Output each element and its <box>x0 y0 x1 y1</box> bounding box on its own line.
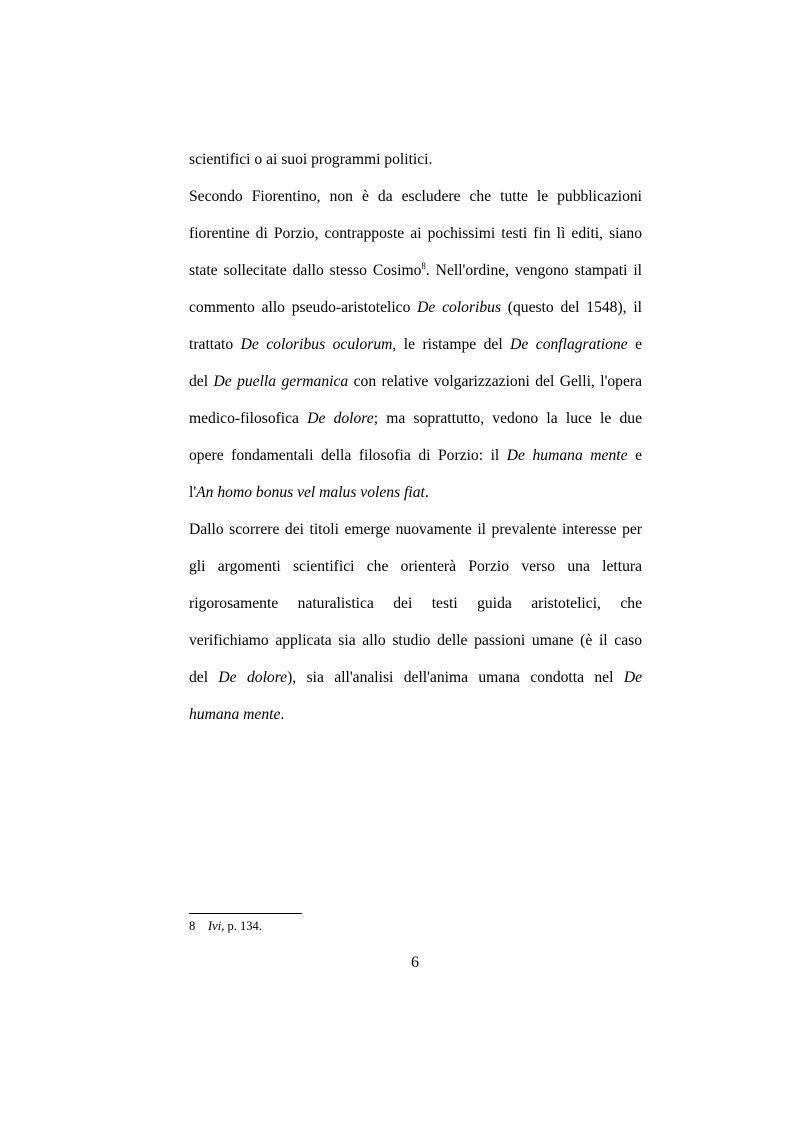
footnote-italic: Ivi <box>208 919 222 933</box>
text-run: (questo del 1548), il <box>501 299 642 316</box>
footnote-text: , p. 134. <box>221 919 262 933</box>
text-run: e <box>627 447 642 464</box>
text-line <box>189 224 642 244</box>
text-line <box>189 483 642 503</box>
italic-title: De conflagratione <box>510 336 628 353</box>
text-run: Secondo Fiorentino, non è da escludere che tutte le pubblicazioni <box>189 188 642 205</box>
text-line <box>189 520 642 540</box>
text-run: scientifici o ai suoi programmi politici. <box>189 151 433 168</box>
text-run: . <box>424 484 429 501</box>
footnote-reference: 8 <box>421 261 426 271</box>
italic-title: humana mente <box>189 706 281 723</box>
footnote <box>189 918 262 934</box>
italic-title: De dolore <box>307 410 374 427</box>
italic-title: De puella germanica <box>213 373 349 390</box>
italic-title: De coloribus <box>417 299 502 316</box>
footnote-number: 8 <box>189 919 196 933</box>
text-line <box>189 668 642 688</box>
page-number: 6 <box>411 954 419 971</box>
text-run: del <box>189 669 219 686</box>
text-run: state sollecitate dallo stesso Cosimo <box>189 262 422 279</box>
text-run: rigorosamente naturalistica dei testi guida aristotelici, che <box>189 595 642 612</box>
text-line <box>189 594 642 614</box>
text-run: l' <box>189 484 197 501</box>
text-line <box>189 150 642 170</box>
italic-title: De coloribus oculorum <box>240 336 393 353</box>
text-line <box>189 372 642 392</box>
text-line <box>189 705 642 725</box>
text-run: . Nell'ordine, vengono stampati il <box>425 262 642 279</box>
italic-title: De dolore <box>218 669 288 686</box>
text-run: , le ristampe del <box>392 336 511 353</box>
text-run: commento allo pseudo-aristotelico <box>189 299 418 316</box>
text-run: medico-filosofica <box>189 410 308 427</box>
text-run: opere fondamentali della filosofia di Porzio: il <box>189 447 507 464</box>
italic-title: De <box>623 669 642 686</box>
text-run: del <box>189 373 214 390</box>
text-run: con relative volgarizzazioni del Gelli, l'opera <box>348 373 643 390</box>
text-line <box>189 335 642 355</box>
text-run: fiorentine di Porzio, contrapposte ai pochissimi testi fin lì editi, siano <box>189 225 642 242</box>
text-run: ), sia all'analisi dell'anima umana condotta nel <box>287 669 624 686</box>
text-line <box>189 446 642 466</box>
text-run: . <box>280 706 285 723</box>
text-line <box>189 261 642 281</box>
text-line <box>189 298 642 318</box>
italic-title: An homo bonus vel malus volens fiat <box>196 484 425 501</box>
text-line <box>189 187 642 207</box>
text-run: trattato <box>189 336 241 353</box>
text-run: gli argomenti scientifici che orienterà Porzio verso una lettura <box>189 558 642 575</box>
text-line <box>189 631 642 651</box>
text-run: verifichiamo applicata sia allo studio delle passioni umane (è il caso <box>189 632 642 649</box>
text-line <box>189 409 642 429</box>
footnote-separator <box>189 913 302 914</box>
text-run: e <box>627 336 642 353</box>
italic-title: De humana mente <box>506 447 628 464</box>
text-line <box>189 557 642 577</box>
text-run: ; ma soprattutto, vedono la luce le due <box>373 410 643 427</box>
text-run: Dallo scorrere dei titoli emerge nuovamente il prevalente interesse per <box>189 521 642 538</box>
